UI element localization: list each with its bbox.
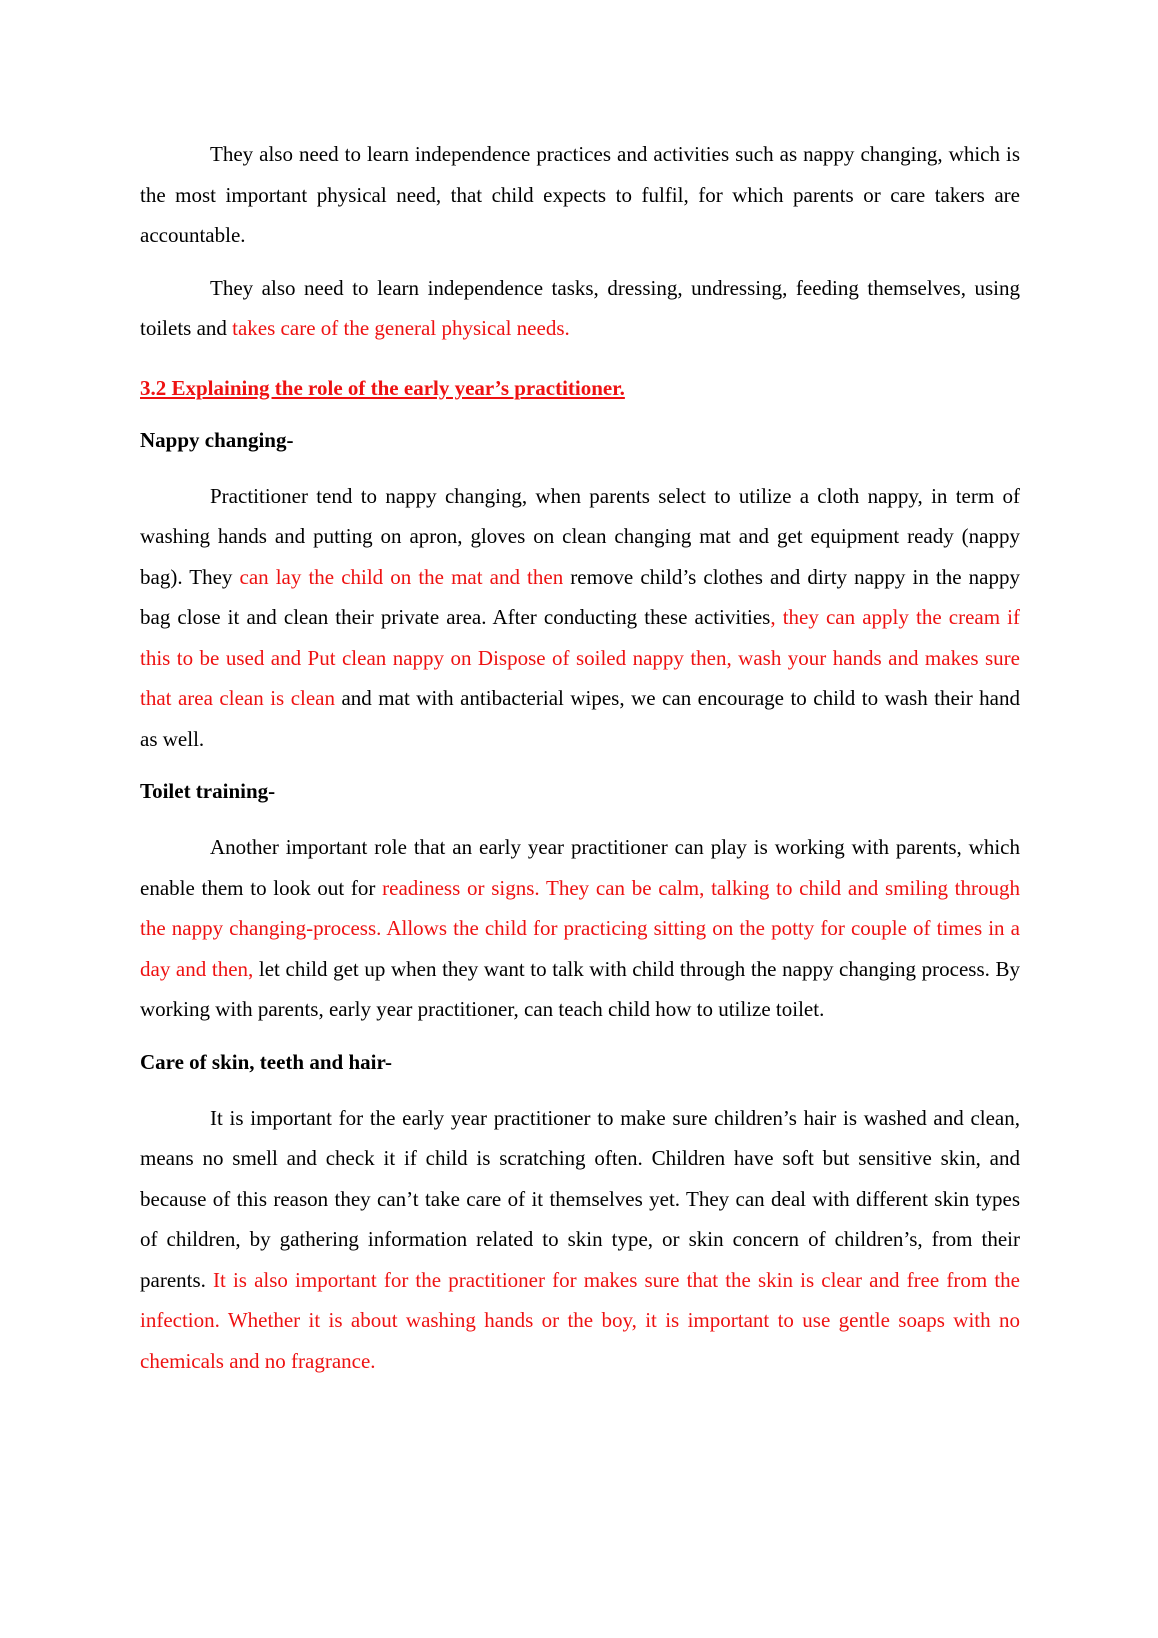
spacer (140, 460, 1020, 476)
care-text: It is important for the early year practitioner to make sure children’s hair is washed and clean, means no smell and check it if child is scratching often. Children have soft but sensitive skin, and because of this reason they can’t take care of it themselves yet. They can deal with different skin types of children, by gathering information related to skin type, or skin concern of children’s, from their parents. (140, 1105, 1020, 1292)
nappy-text-1: Practitioner tend to nappy changing, when parents select to utilize a cloth nappy, in term of washing hands and putting on apron, gloves on clean changing mat and get equipment ready (nappy bag). They (140, 483, 1020, 589)
toilet-training-paragraph (140, 827, 1020, 1030)
section-title: 3.2 Explaining the role of the early year’s practitioner. (140, 375, 625, 400)
toilet-text-1: Another important role that an early year practitioner can play is working with parents, which enable them to look out for (140, 835, 1020, 900)
care-highlight: It is also important for the practitioner for makes sure that the skin is clear and free from the infection. Whether it is about washing hands or the boy, it is important to use gentle soaps with no chemicals and no fragrance. (140, 1267, 1020, 1373)
care-paragraph (140, 1098, 1020, 1382)
intro-paragraph-2-highlight: takes care of the general physical needs. (232, 316, 570, 340)
toilet-highlight: readiness or signs. They can be calm, talking to child and smiling through the nappy changing-process. Allows the child for practicing sitting on the potty for couple of times in a day and then, (140, 875, 1021, 981)
document-page (140, 134, 1020, 1381)
spacer (140, 1030, 1020, 1042)
nappy-changing-heading: Nappy changing- (140, 427, 294, 452)
nappy-text-3: and mat with antibacterial wipes, we can encourage to child to wash their hand as well. (140, 686, 1021, 751)
spacer (140, 1082, 1020, 1098)
nappy-highlight-1: can lay the child on the mat and then (239, 564, 564, 589)
toilet-training-heading: Toilet training- (140, 779, 276, 803)
intro-paragraph-2-text: They also need to learn independence tasks, dressing, undressing, feeding themselves, using toilets and (140, 275, 1020, 340)
nappy-text-2: remove child’s clothes and dirty nappy in the nappy bag close it and clean their private area. After conducting these activities (140, 564, 1020, 629)
intro-paragraph-1: They also need to learn independence practices and activities such as nappy changing, which is the most important physical need, that child expects to fulfil, for which parents or care takers are accountable. (140, 142, 1020, 247)
nappy-highlight-2: , they can apply the cream if this to be used and Put clean nappy on Dispose of soiled nappy then, wash your hands and makes sure that area clean is clean (140, 605, 1020, 710)
spacer (140, 349, 1020, 368)
spacer (140, 811, 1020, 827)
toilet-text-2: let child get up when they want to talk with child through the nappy changing process. By working with parents, early year practitioner, can teach child how to utilize toilet. (140, 956, 1021, 1021)
nappy-changing-paragraph (140, 476, 1020, 760)
intro-paragraph-2 (140, 268, 1020, 349)
spacer (140, 759, 1020, 771)
care-heading: Care of skin, teeth and hair- (140, 1049, 392, 1074)
spacer (140, 256, 1020, 268)
spacer (140, 408, 1020, 420)
